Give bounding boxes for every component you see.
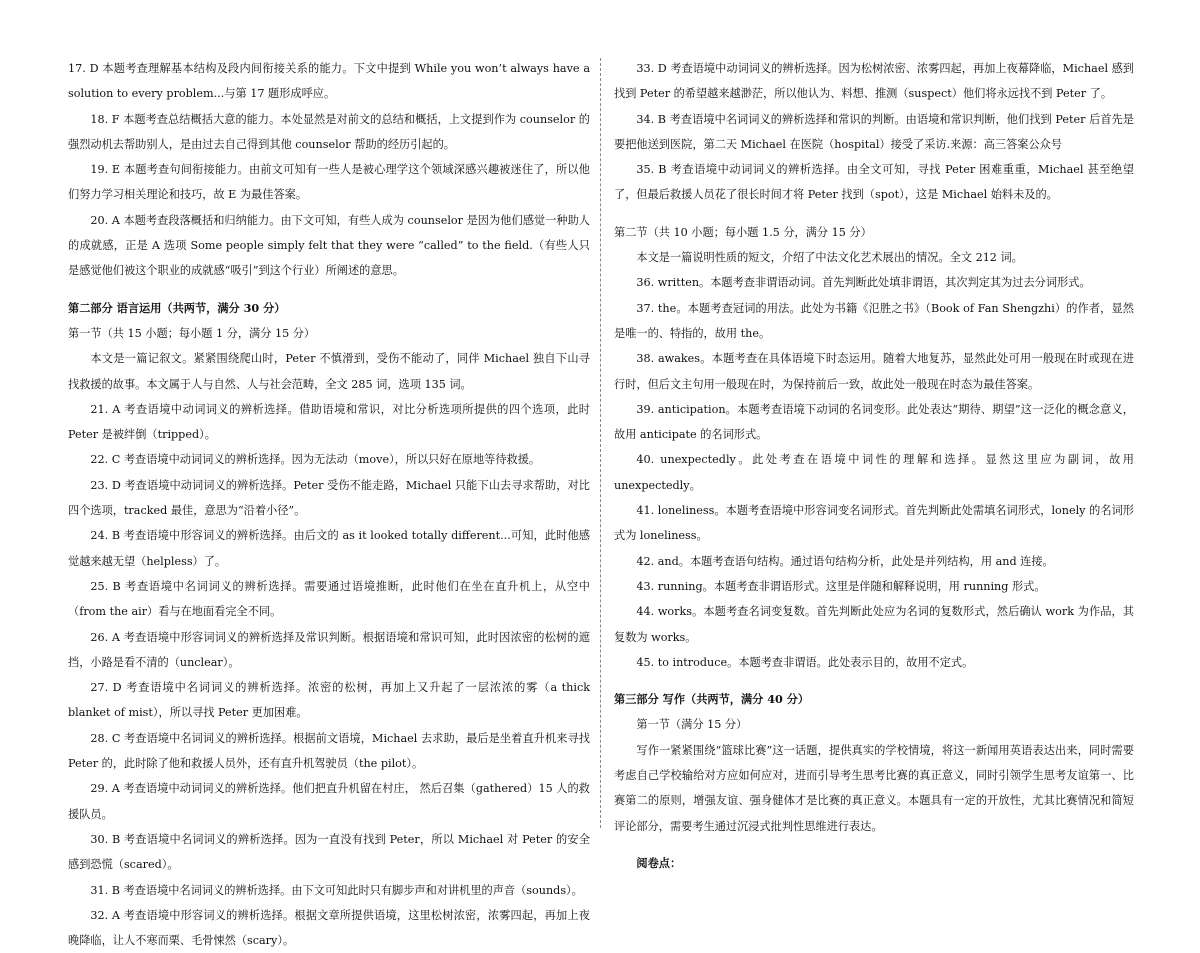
answer-27: 27. D 考查语境中名词词义的辨析选择。浓密的松树，再加上又升起了一层浓浓的雾（a thick blanket of mist），所以寻找 Peter 更加困难。: [68, 681, 590, 720]
answer-41: 41. loneliness。本题考查语境中形容词变名词形式。首先判断此处需填名词形式，lonely 的名词形式为 loneliness。: [614, 504, 1134, 543]
passage-intro-2: 本文是一篇说明性质的短文，介绍了中法文化艺术展出的情况。全文 212 词。: [636, 251, 1023, 265]
writing-description: 写作一紧紧围绕“篮球比赛”这一话题，提供真实的学校情境，将这一新闻用英语表达出来，同时需要考虑自己学校输给对方应如何应对，进而引导考生思考比赛的真正意义，同时引领学生思考友谊第一、比赛第二的原则，增强友谊、强身健体才是比赛的真正意义。本题具有一定的开放性，尤其比赛情况和简短评论部分，需要考生通过沉浸式批判性思维进行表达。: [614, 743, 1134, 833]
answer-39: 39. anticipation。本题考查语境下动词的名词变形。此处表达“期待、期望”这一泛化的概念意义，故用 anticipate 的名词形式。: [614, 402, 1134, 442]
answer-34: 34. B 考查语境中名词词义的辨析选择和常识的判断。由语境和常识判断，他们找到 Peter 后首先是要把他送到医院，第二天 Michael 在医院（hospital）接受了采访.来源：高三答案公众号: [614, 112, 1134, 151]
answer-37: 37. the。本题考查冠词的用法。此处为书籍《氾胜之书》（Book of Fan Shengzhi）的作者，显然是唯一的、特指的，故用 the。: [614, 301, 1134, 340]
column-divider: [600, 58, 601, 828]
answer-17: 17. D 本题考查理解基本结构及段内间衔接关系的能力。下文中提到 While you won’t always have a solution to every problem...与第 17 题形成呼应。: [68, 62, 590, 101]
answer-29: 29. A 考查语境中动词词义的辨析选择。他们把直升机留在村庄， 然后召集（gathered）15 人的救援队员。: [68, 782, 590, 821]
section-2-part-2: 第二节（共 10 小题；每小题 1.5 分，满分 15 分）: [614, 225, 872, 239]
passage-intro: 本文是一篇记叙文。紧紧围绕爬山时，Peter 不慎滑到，受伤不能动了，同伴 Michael 独自下山寻找救援的故事。本文属于人与自然、人与社会范畴，全文 285 词，选项 135 词。: [68, 352, 590, 391]
answer-32: 32. A 考查语境中形容词义的辨析选择。根据文章所提供语境，这里松树浓密，浓雾四起，再加上夜晚降临，让人不寒而栗、毛骨悚然（scary）。: [68, 908, 590, 948]
section-2-title: 第二部分 语言运用（共两节，满分 30 分）: [68, 300, 286, 315]
answer-31: 31. B 考查语境中名词词义的辨析选择。由下文可知此时只有脚步声和对讲机里的声音（sounds）。: [90, 883, 583, 897]
answer-30: 30. B 考查语境中名词词义的辨析选择。因为一直没有找到 Peter，所以 Michael 对 Peter 的安全感到恐慌（scared）。: [68, 832, 590, 872]
section-3-part-1: 第一节（满分 15 分）: [636, 718, 748, 732]
answer-26: 26. A 考查语境中形容词词义的辨析选择及常识判断。根据语境和常识可知，此时因浓密的松树的遮挡，小路是看不清的（unclear）。: [68, 630, 590, 669]
section-3-title: 第三部分 写作（共两节，满分 40 分）: [614, 692, 810, 707]
answer-28: 28. C 考查语境中名词词义的辨析选择。根据前文语境，Michael 去求助，最后是坐着直升机来寻找 Peter 的，此时除了他和救援人员外，还有直升机驾驶员（the pilot）。: [68, 731, 590, 771]
answer-42: 42. and。本题考查语句结构。通过语句结构分析，此处是并列结构，用 and 连接。: [636, 554, 1054, 568]
answer-35: 35. B 考查语境中动词词义的辨析选择。由全文可知，寻找 Peter 困难重重，Michael 甚至绝望了，但最后救援人员花了很长时间才将 Peter 找到（spot），这是 Michael 始料未及的。: [614, 163, 1134, 202]
answer-21: 21. A 考查语境中动词词义的辨析选择。借助语境和常识，对比分析选项所提供的四个选项，此时 Peter 是被绊倒（tripped）。: [68, 402, 590, 442]
answer-18: 18. F 本题考查总结概括大意的能力。本处显然是对前文的总结和概括，上文提到作为 counselor 的强烈动机去帮助别人，是由过去自己得到其他 counselor 帮助的经历引起的。: [68, 112, 590, 151]
answer-23: 23. D 考查语境中动词词义的辨析选择。Peter 受伤不能走路，Michael 只能下山去寻求帮助，对比四个选项，tracked 最佳，意思为“沿着小径”。: [68, 478, 590, 518]
answer-25: 25. B 考查语境中名词词义的辨析选择。需要通过语境推断，此时他们在坐在直升机上，从空中（from the air）看与在地面看完全不同。: [68, 579, 590, 619]
answer-22: 22. C 考查语境中动词词义的辨析选择。因为无法动（move），所以只好在原地等待救援。: [90, 453, 541, 467]
answer-40: 40. unexpectedly。此处考查在语境中词性的理解和选择。显然这里应为副词，故用 unexpectedly。: [614, 453, 1134, 492]
answer-33: 33. D 考查语境中动词词义的辨析选择。因为松树浓密、浓雾四起，再加上夜幕降临，Michael 感到找到 Peter 的希望越来越渺茫，所以他认为、料想、推测（suspect）他们将永远找不到 Peter 了。: [614, 62, 1134, 101]
answer-19: 19. E 本题考查句间衔接能力。由前文可知有一些人是被心理学这个领域深感兴趣被迷住了，所以他们努力学习相关理论和技巧，故 E 为最佳答案。: [68, 163, 590, 202]
answer-20: 20. A 本题考查段落概括和归纳能力。由下文可知，有些人成为 counselor 是因为他们感觉一种助人的成就感，正是 A 选项 Some people simply felt that they were “called” to the field.（有些人只是感觉他们被这个职业的成就感“吸引”到这个行业）所阐述的意思。: [68, 213, 590, 278]
answer-24: 24. B 考查语境中形容词义的辨析选择。由后文的 as it looked totally different...可知，此时他感觉越来越无望（helpless）了。: [68, 529, 590, 568]
answer-38: 38. awakes。本题考查在具体语境下时态运用。随着大地复苏，显然此处可用一般现在时或现在进行时，但后文主句用一般现在时，为保持前后一致，故此处一般现在时态为最佳答案。: [614, 352, 1134, 391]
answer-44: 44. works。本题考查名词变复数。首先判断此处应为名词的复数形式，然后确认 work 为作品，其复数为 works。: [614, 605, 1134, 644]
reading-points-label: 阅卷点：: [636, 855, 682, 870]
answer-45: 45. to introduce。本题考查非谓语。此处表示目的，故用不定式。: [636, 655, 974, 669]
answer-43: 43. running。本题考查非谓语形式。这里是伴随和解释说明，用 running 形式。: [636, 579, 1046, 593]
answer-36: 36. written。本题考查非谓语动词。首先判断此处填非谓语，其次判定其为过去分词形式。: [636, 276, 1091, 290]
section-2-part-1: 第一节（共 15 小题；每小题 1 分，满分 15 分）: [68, 326, 316, 340]
right-column: [614, 56, 1134, 876]
left-column: [68, 56, 590, 953]
